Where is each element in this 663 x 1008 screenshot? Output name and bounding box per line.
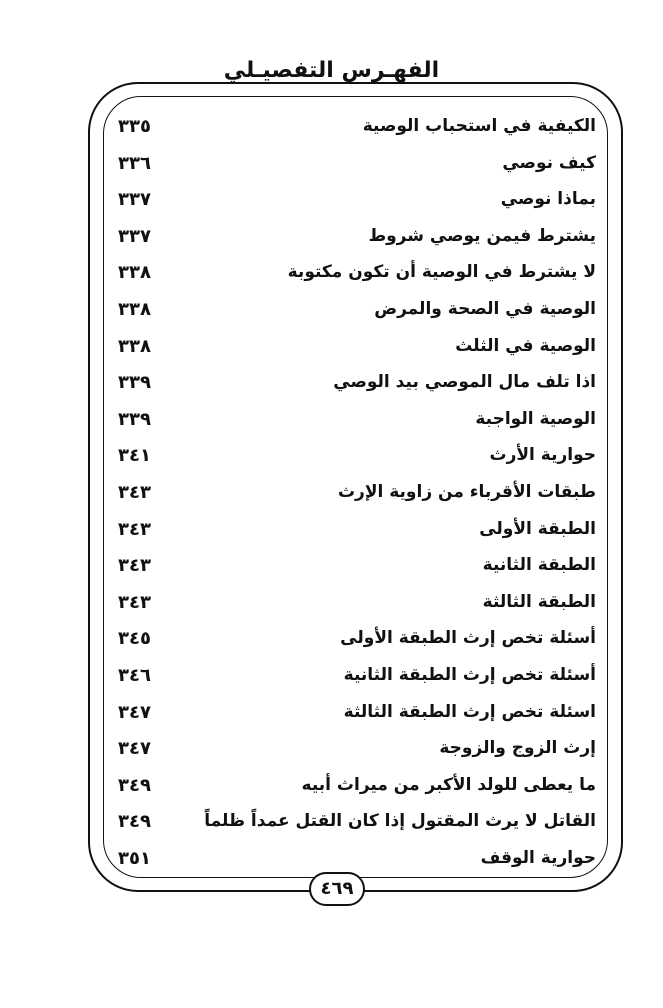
toc-entry-title: الوصية في الصحة والمرض [374,298,596,319]
toc-entry-page: ٣٤٣ [118,481,151,503]
toc-entry-page: ٣٤٩ [118,774,151,796]
toc-entry-page: ٣٣٥ [118,116,151,137]
toc-entry [118,624,596,661]
toc-entry-page: ٣٤٧ [118,738,151,760]
toc-entry [118,149,596,186]
toc-entry-title: الوصية في الثلث [455,335,596,356]
toc-entry-title: لا يشترط في الوصية أن تكون مكتوبة [287,262,596,283]
toc-entry-title: إرث الزوج والزوجة [439,738,596,759]
toc-entry-page: ٣٣٨ [118,335,151,357]
toc-entry [118,661,596,698]
toc-entry-title: أسئلة تخص إرث الطبقة الأولى [340,628,596,649]
toc-entry-page: ٣٣٨ [118,298,151,320]
toc-entry [118,515,596,552]
toc-entry [118,698,596,735]
toc-entry-page: ٣٤٦ [118,664,151,686]
toc-entry-page: ٣٤١ [118,445,151,467]
toc-entry [118,588,596,625]
toc-entry-title: أسئلة تخص إرث الطبقة الثانية [343,664,596,685]
toc-entry [118,368,596,405]
toc-entry [118,771,596,808]
toc-entry-title: الطبقة الأولى [479,518,596,539]
toc-entry-title: الطبقة الثانية [482,555,596,576]
toc-entry-title: بماذا نوصي [500,189,596,210]
toc-entry-title: الكيفية في استحباب الوصية [362,116,596,136]
toc-entry-page: ٣٣٧ [118,225,151,247]
page-number-badge: ٤٦٩ [309,872,365,906]
toc-entry-page: ٣٣٩ [118,408,151,430]
toc-entry [118,295,596,332]
toc-entry [118,441,596,478]
toc-entry [118,112,596,149]
toc-entry-page: ٣٤٣ [118,518,151,540]
toc-entry-title: اسئلة تخص إرث الطبقة الثالثة [343,701,596,722]
toc-entry-title: حوارية الأرث [489,445,596,466]
toc-entry-title: الوصية الواجبة [475,408,596,429]
toc-entry [118,478,596,515]
toc-entry-page: ٣٣٩ [118,372,151,394]
toc-entry [118,258,596,295]
toc-entry-title: كيف نوصي [502,152,596,173]
table-of-contents [118,112,596,880]
toc-entry-page: ٣٤٣ [118,591,151,613]
toc-entry-title: اذا تلف مال الموصي بيد الوصي [333,372,596,393]
toc-entry-title: يشترط فيمن يوصي شروط [368,225,596,246]
toc-entry-title: طبقات الأقرباء من زاوية الإرث [337,481,596,502]
toc-entry-title: القاتل لا يرث المقتول إذا كان القتل عمداً ظلماً [204,811,596,832]
toc-entry-page: ٣٤٥ [118,628,151,650]
toc-entry-page: ٣٥١ [118,847,151,869]
toc-entry [118,734,596,771]
toc-entry-page: ٣٣٦ [118,152,151,174]
toc-entry [118,222,596,259]
page-title: الفهـرس التفصيـلي [223,58,440,83]
toc-entry-page: ٣٣٧ [118,189,151,211]
toc-entry-title: الطبقة الثالثة [482,591,596,612]
toc-entry-page: ٣٣٨ [118,262,151,284]
toc-entry-page: ٣٤٧ [118,701,151,723]
toc-entry [118,185,596,222]
toc-entry-page: ٣٤٩ [118,811,151,833]
toc-entry-title: ما يعطى للولد الأكبر من ميراث أبيه [301,774,596,795]
toc-entry [118,332,596,369]
toc-entry [118,551,596,588]
toc-entry-title: حوارية الوقف [480,847,596,868]
toc-entry [118,807,596,844]
toc-entry [118,405,596,442]
toc-entry-page: ٣٤٣ [118,555,151,577]
